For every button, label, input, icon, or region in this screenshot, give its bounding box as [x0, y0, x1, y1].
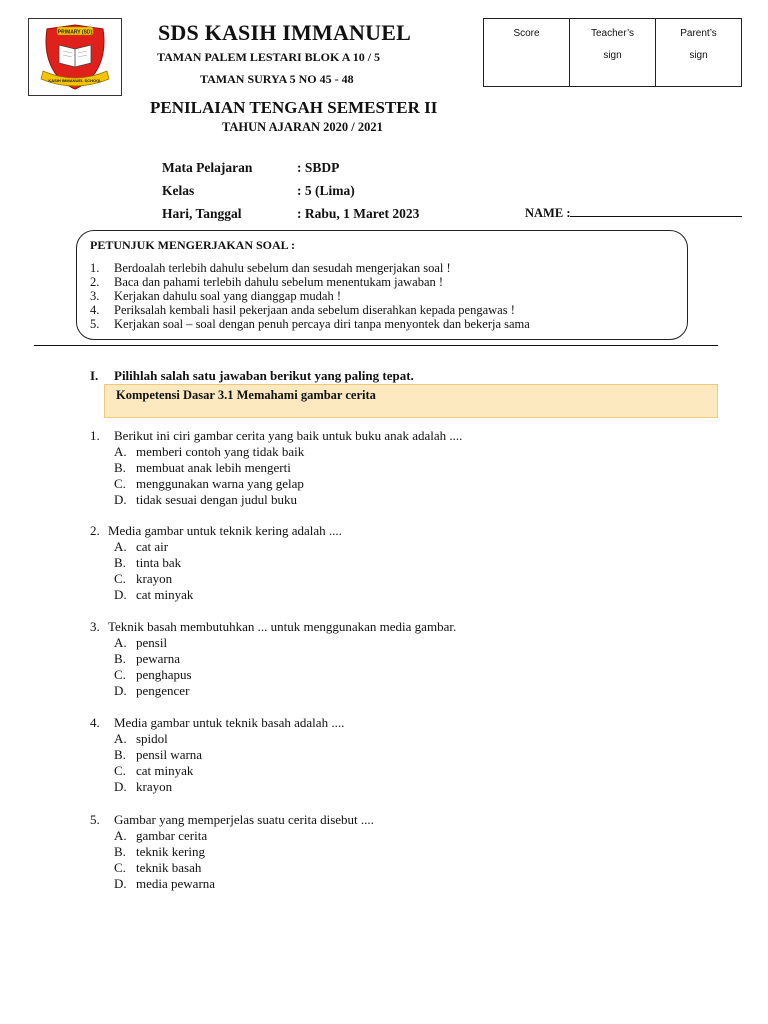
instructions-list [90, 261, 530, 331]
info-value-date: : Rabu, 1 Maret 2023 [297, 206, 420, 221]
option-b[interactable]: B. membuat anak lebih mengerti [114, 460, 291, 475]
option-b[interactable]: B. pensil warna [114, 747, 203, 762]
instruction-item: 2. Baca dan pahami terlebih dahulu sebelum menentukam jawaban ! [90, 275, 444, 289]
instruction-item: 5. Kerjakan soal – soal dengan penuh percaya diri tanpa menyontek dan bekerja sama [90, 317, 530, 331]
option-c[interactable]: C. krayon [114, 571, 173, 586]
school-name: SDS KASIH IMMANUEL [158, 20, 411, 45]
instruction-item: 4. Periksalah kembali hasil pekerjaan anda sebelum diserahkan kepada pengawas ! [90, 303, 515, 317]
option-c[interactable]: C. menggunakan warna yang gelap [114, 476, 304, 491]
name-label: NAME : [525, 206, 571, 220]
address-line-2: TAMAN SURYA 5 NO 45 - 48 [200, 72, 354, 86]
exam-year: TAHUN AJARAN 2020 / 2021 [222, 120, 383, 134]
name-blank-line[interactable] [570, 205, 742, 217]
school-logo-frame [28, 18, 122, 96]
instructions-title: PETUNJUK MENGERJAKAN SOAL : [90, 238, 296, 252]
option-a[interactable]: A. memberi contoh yang tidak baik [114, 444, 305, 459]
option-a[interactable]: A. cat air [114, 539, 169, 554]
exam-title: PENILAIAN TENGAH SEMESTER II [150, 98, 438, 117]
logo-bottom-text: KASIH IMMANUEL SCHOOL [48, 78, 102, 83]
question-1: 1. Berikut ini ciri gambar cerita yang baik untuk buku anak adalah .... A. memberi contoh yang tidak baik B. membuat anak lebih mengerti C. menggunakan warna yang gelap D. tidak sesuai dengan judul buku [90, 428, 463, 507]
parent-sign-cell[interactable]: Parent’s sign [656, 19, 742, 87]
logo-top-text: PRIMARY (SD) [57, 29, 93, 36]
instruction-item: 3. Kerjakan dahulu soal yang dianggap mudah ! [90, 289, 342, 303]
option-d[interactable]: D. cat minyak [114, 587, 194, 602]
info-value-subject: : SBDP [297, 160, 340, 175]
question-2: 2. Media gambar untuk teknik kering adalah .... A. cat air B. tinta bak C. krayon D. cat minyak [90, 523, 342, 602]
info-label-subject: Mata Pelajaran [162, 160, 253, 175]
address-line-1: TAMAN PALEM LESTARI BLOK A 10 / 5 [157, 50, 381, 64]
option-c[interactable]: C. penghapus [114, 667, 192, 682]
option-c[interactable]: C. cat minyak [114, 763, 194, 778]
option-d[interactable]: D. krayon [114, 779, 173, 794]
option-a[interactable]: A. gambar cerita [114, 828, 208, 843]
option-a[interactable]: A. pensil [114, 635, 168, 650]
name-field[interactable] [525, 205, 742, 221]
competency-text: Kompetensi Dasar 3.1 Memahami gambar cerita [116, 388, 376, 402]
option-b[interactable]: B. teknik kering [114, 844, 205, 859]
question-3: 3. Teknik basah membutuhkan ... untuk menggunakan media gambar. A. pensil B. pewarna C. penghapus D. pengencer [90, 619, 457, 698]
score-sign-table [483, 18, 742, 87]
option-d[interactable]: D. pengencer [114, 683, 190, 698]
info-label-date: Hari, Tanggal [162, 206, 242, 221]
question-4: 4. Media gambar untuk teknik basah adalah .... A. spidol B. pensil warna C. cat minyak D. krayon [90, 715, 345, 794]
option-b[interactable]: B. tinta bak [114, 555, 182, 570]
option-b[interactable]: B. pewarna [114, 651, 181, 666]
section-heading: I. Pilihlah salah satu jawaban berikut yang paling tepat. [90, 368, 414, 383]
instruction-item: 1. Berdoalah terlebih dahulu sebelum dan sesudah mengerjakan soal ! [90, 261, 451, 275]
info-label-class: Kelas [162, 183, 195, 198]
school-logo [29, 19, 121, 95]
question-5: 5. Gambar yang memperjelas suatu cerita disebut .... A. gambar cerita B. teknik kering C. teknik basah D. media pewarna [90, 812, 374, 891]
option-d[interactable]: D. tidak sesuai dengan judul buku [114, 492, 298, 507]
header-divider [34, 345, 718, 346]
score-cell[interactable]: Score [484, 19, 570, 87]
option-c[interactable]: C. teknik basah [114, 860, 202, 875]
teacher-sign-cell[interactable]: Teacher’s sign [570, 19, 656, 87]
option-a[interactable]: A. spidol [114, 731, 168, 746]
info-value-class: : 5 (Lima) [297, 183, 355, 198]
option-d[interactable]: D. media pewarna [114, 876, 216, 891]
